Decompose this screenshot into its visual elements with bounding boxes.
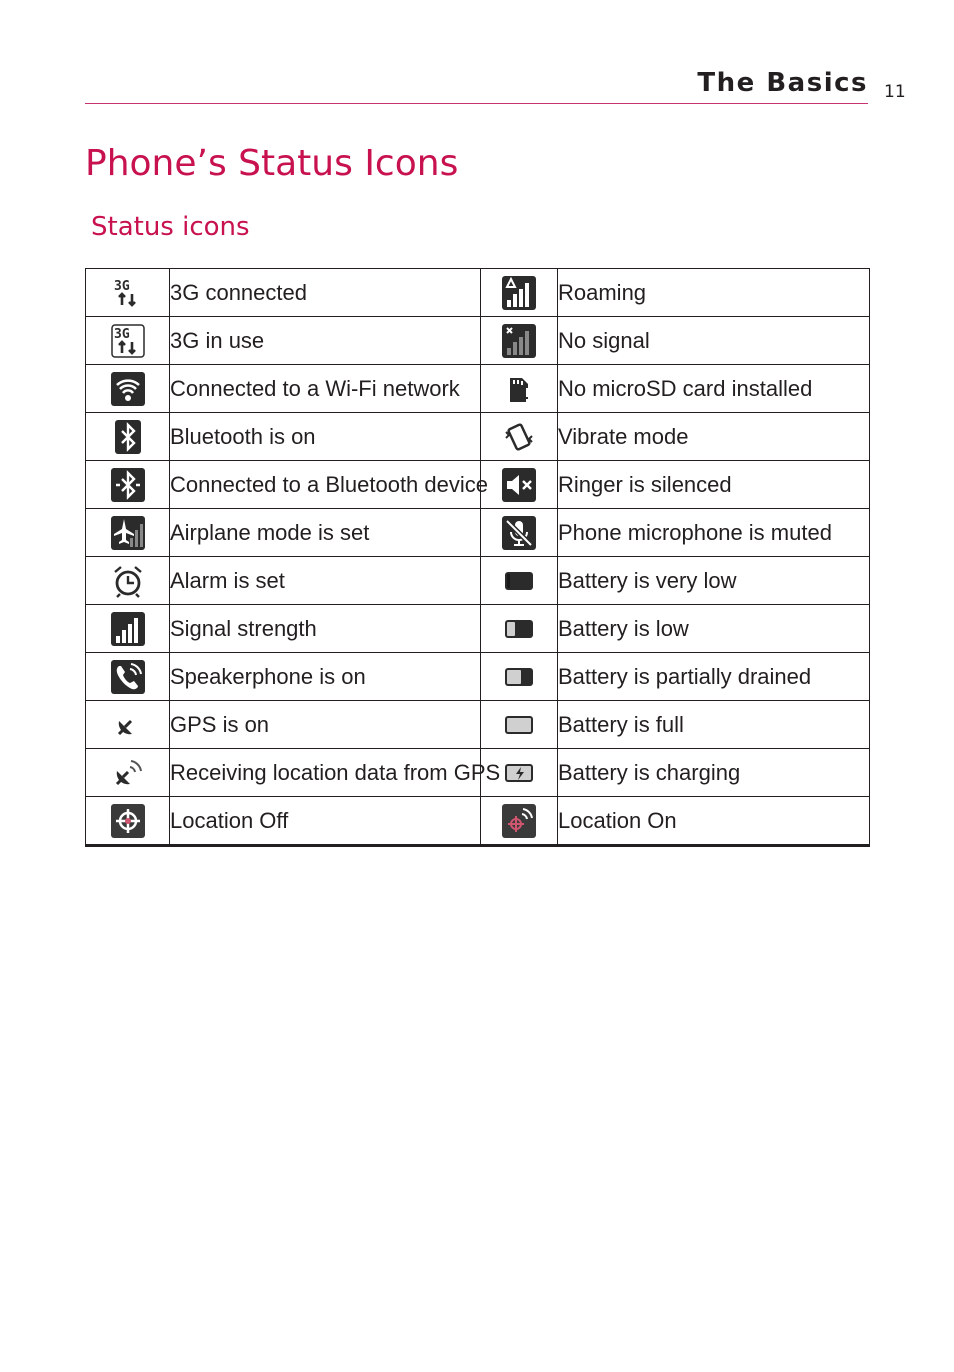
icon-cell xyxy=(86,317,170,365)
no-signal-icon xyxy=(502,324,536,358)
bluetooth-connected-icon xyxy=(111,468,145,502)
battery-full-icon xyxy=(502,708,536,742)
icon-cell xyxy=(86,797,170,846)
icon-cell xyxy=(481,269,558,317)
battery-partial-icon xyxy=(502,660,536,694)
3g-connected-icon xyxy=(111,276,145,310)
alarm-icon xyxy=(111,564,145,598)
bluetooth-icon xyxy=(111,420,145,454)
icon-cell xyxy=(481,413,558,461)
table-row xyxy=(86,413,870,461)
icon-cell xyxy=(86,605,170,653)
table-row xyxy=(86,365,870,413)
status-description: Airplane mode is set xyxy=(170,509,481,557)
section-header: The Basics xyxy=(697,68,868,98)
table-row xyxy=(86,317,870,365)
icon-cell xyxy=(86,557,170,605)
status-description: Ringer is silenced xyxy=(558,461,870,509)
icon-cell xyxy=(86,749,170,797)
status-description: Battery is partially drained xyxy=(558,653,870,701)
status-description: Roaming xyxy=(558,269,870,317)
status-description: Connected to a Wi-Fi network xyxy=(170,365,481,413)
status-description: Battery is full xyxy=(558,701,870,749)
battery-very-low-icon xyxy=(502,564,536,598)
status-description: GPS is on xyxy=(170,701,481,749)
status-description: 3G connected xyxy=(170,269,481,317)
status-description: Signal strength xyxy=(170,605,481,653)
gps-receiving-icon xyxy=(111,756,145,790)
icon-cell xyxy=(481,605,558,653)
status-description: Vibrate mode xyxy=(558,413,870,461)
status-icons-table xyxy=(85,268,870,847)
icon-cell xyxy=(86,701,170,749)
mic-muted-icon xyxy=(502,516,536,550)
wifi-icon xyxy=(111,372,145,406)
status-description: Alarm is set xyxy=(170,557,481,605)
3g-in-use-icon xyxy=(111,324,145,358)
status-description: Bluetooth is on xyxy=(170,413,481,461)
signal-strength-icon xyxy=(111,612,145,646)
table-row xyxy=(86,557,870,605)
status-description: Battery is charging xyxy=(558,749,870,797)
table-row xyxy=(86,701,870,749)
status-description: No signal xyxy=(558,317,870,365)
no-sd-card-icon xyxy=(502,372,536,406)
gps-on-icon xyxy=(111,708,145,742)
status-description: Receiving location data from GPS xyxy=(170,749,481,797)
table-row xyxy=(86,653,870,701)
icon-cell xyxy=(481,461,558,509)
header-divider xyxy=(85,103,868,104)
icon-cell xyxy=(86,509,170,557)
icon-cell xyxy=(481,797,558,846)
icon-cell xyxy=(86,413,170,461)
icon-cell xyxy=(481,653,558,701)
airplane-mode-icon xyxy=(111,516,145,550)
vibrate-icon xyxy=(502,420,536,454)
status-description: Battery is low xyxy=(558,605,870,653)
icon-cell xyxy=(481,317,558,365)
status-description: No microSD card installed xyxy=(558,365,870,413)
icon-cell xyxy=(481,557,558,605)
status-description: Location Off xyxy=(170,797,481,846)
table-row xyxy=(86,509,870,557)
icon-cell xyxy=(86,653,170,701)
table-row xyxy=(86,797,870,846)
table-row xyxy=(86,269,870,317)
speakerphone-icon xyxy=(111,660,145,694)
icon-cell xyxy=(86,365,170,413)
status-description: Location On xyxy=(558,797,870,846)
icon-cell xyxy=(481,509,558,557)
icon-cell xyxy=(481,701,558,749)
ringer-silenced-icon xyxy=(502,468,536,502)
icon-cell xyxy=(86,461,170,509)
table-row xyxy=(86,461,870,509)
page-number: 11 xyxy=(884,82,906,102)
location-on-icon xyxy=(502,804,536,838)
table-row xyxy=(86,749,870,797)
location-off-icon xyxy=(111,804,145,838)
svg-text:3G: 3G xyxy=(113,278,130,294)
svg-text:3G: 3G xyxy=(113,326,130,342)
icon-cell xyxy=(86,269,170,317)
status-description: Speakerphone is on xyxy=(170,653,481,701)
status-description: Connected to a Bluetooth device xyxy=(170,461,481,509)
battery-low-icon xyxy=(502,612,536,646)
icon-cell xyxy=(481,365,558,413)
battery-charging-icon xyxy=(502,756,536,790)
page-title: Phone’s Status Icons xyxy=(85,143,459,184)
status-description: Phone microphone is muted xyxy=(558,509,870,557)
table-row xyxy=(86,605,870,653)
section-title: Status icons xyxy=(91,212,250,242)
status-description: 3G in use xyxy=(170,317,481,365)
roaming-icon xyxy=(502,276,536,310)
status-description: Battery is very low xyxy=(558,557,870,605)
